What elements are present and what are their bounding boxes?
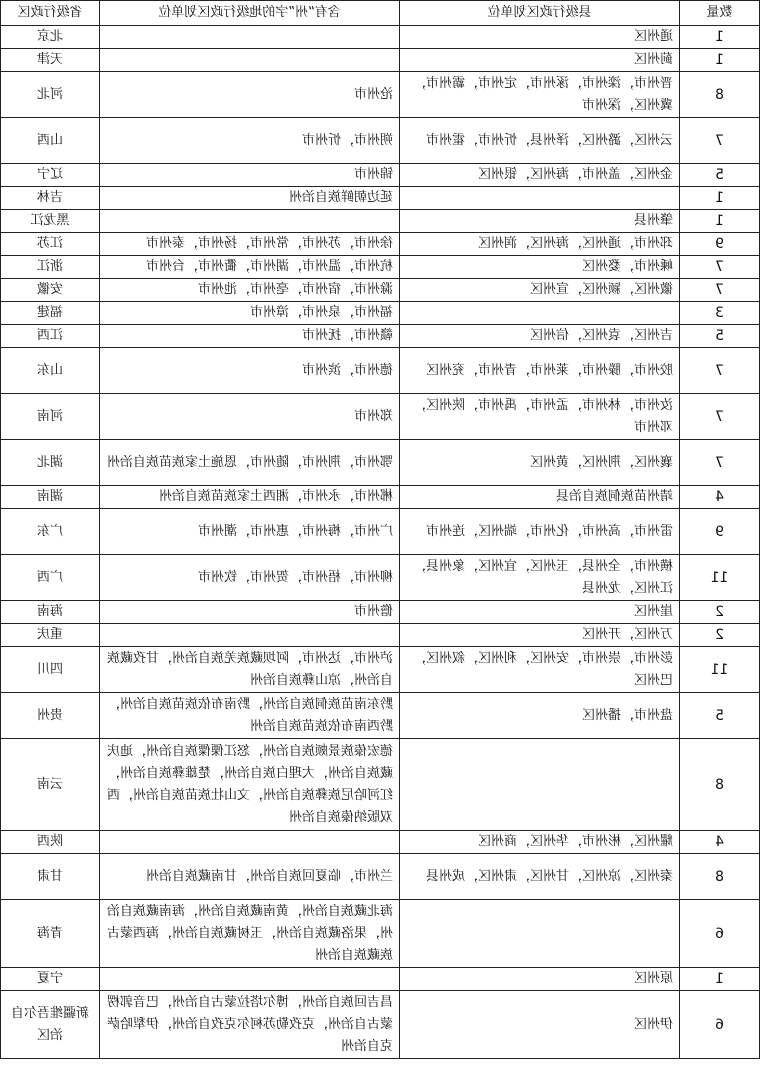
cell-province: 北京 — [1, 26, 100, 49]
table-row — [1, 440, 760, 486]
cell-count: 6 — [680, 900, 760, 968]
cell-province: 黑龙江 — [1, 210, 100, 233]
table-row — [1, 854, 760, 900]
cell-county: 嵊州市，婺州区 — [400, 256, 680, 279]
cell-county: 晋州市，滦州市，涿州市，定州市，霸州市，冀州区，深州市 — [400, 72, 680, 118]
cell-province: 辽宁 — [1, 164, 100, 187]
cell-city: 德州市，滨州市 — [100, 348, 400, 394]
cell-county — [400, 900, 680, 968]
cell-province: 广西 — [1, 555, 100, 601]
cell-county — [400, 739, 680, 831]
cell-province: 河北 — [1, 72, 100, 118]
cell-count: 4 — [680, 831, 760, 854]
cell-province: 湖北 — [1, 440, 100, 486]
cell-count: 7 — [680, 279, 760, 302]
cell-city: 朔州市，忻州市 — [100, 118, 400, 164]
cell-province: 四川 — [1, 647, 100, 693]
cell-count: 2 — [680, 601, 760, 624]
cell-city — [100, 49, 400, 72]
cell-county — [400, 187, 680, 210]
cell-city: 儋州市 — [100, 601, 400, 624]
table-row — [1, 49, 760, 72]
header-province: 省级行政区 — [1, 1, 100, 26]
cell-count: 1 — [680, 187, 760, 210]
cell-count: 8 — [680, 72, 760, 118]
cell-province: 山东 — [1, 348, 100, 394]
cell-county: 汝州市，林州市，孟州市，禹州市，陕州区，邓州市 — [400, 394, 680, 440]
cell-count: 1 — [680, 26, 760, 49]
cell-county: 云州区，潞州区，泽州县，忻州市，霍州市 — [400, 118, 680, 164]
table-row — [1, 26, 760, 49]
cell-province: 天津 — [1, 49, 100, 72]
table-row — [1, 164, 760, 187]
cell-province: 云南 — [1, 739, 100, 831]
table-row — [1, 302, 760, 325]
table-row — [1, 509, 760, 555]
cell-county: 靖州苗族侗族自治县 — [400, 486, 680, 509]
table-row — [1, 693, 760, 739]
cell-province: 陕西 — [1, 831, 100, 854]
header-city: 含有“州”字的地级行政区划单位 — [100, 1, 400, 26]
cell-city: 德宏傣族景颇族自治州，怒江傈僳族自治州，迪庆藏族自治州，大理白族自治州，楚雄彝族自治州，红河哈尼族彝族自治州，文山壮族苗族自治州，西双版纳傣族自治州 — [100, 739, 400, 831]
cell-county: 邳州市，通州区，海州区，润州区 — [400, 233, 680, 256]
cell-province: 湖南 — [1, 486, 100, 509]
cell-city: 福州市，泉州市，漳州市 — [100, 302, 400, 325]
cell-county: 彭州市，崇州市，安州区，利州区，叙州区，巴州区 — [400, 647, 680, 693]
cell-count: 7 — [680, 440, 760, 486]
cell-county: 吉州区，袁州区，信州区 — [400, 325, 680, 348]
table-row — [1, 233, 760, 256]
table-row — [1, 210, 760, 233]
cell-count: 2 — [680, 624, 760, 647]
cell-count: 7 — [680, 256, 760, 279]
cell-count: 9 — [680, 509, 760, 555]
cell-province: 新疆维吾尔自治区 — [1, 991, 100, 1059]
cell-count: 4 — [680, 486, 760, 509]
cell-province: 江西 — [1, 325, 100, 348]
cell-city — [100, 210, 400, 233]
header-county: 县级行政区划单位 — [400, 1, 680, 26]
table-row — [1, 647, 760, 693]
table-row — [1, 256, 760, 279]
cell-county: 胶州市，滕州市，莱州市，青州市，兖州区 — [400, 348, 680, 394]
cell-city: 泸州市，达州市，阿坝藏族羌族自治州，甘孜藏族自治州，凉山彝族自治州 — [100, 647, 400, 693]
cell-province: 浙江 — [1, 256, 100, 279]
table-row — [1, 900, 760, 968]
cell-count: 6 — [680, 991, 760, 1059]
cell-count: 8 — [680, 739, 760, 831]
header-row — [1, 1, 760, 26]
table-row — [1, 348, 760, 394]
cell-province: 青海 — [1, 900, 100, 968]
cell-county: 秦州区，凉州区，甘州区，肃州区，成州县 — [400, 854, 680, 900]
cell-count: 1 — [680, 210, 760, 233]
cell-city: 兰州市，临夏回族自治州，甘南藏族自治州 — [100, 854, 400, 900]
cell-city: 沧州市 — [100, 72, 400, 118]
cell-county: 伊州区 — [400, 991, 680, 1059]
cell-count: 7 — [680, 118, 760, 164]
table-row — [1, 555, 760, 601]
cell-county — [400, 302, 680, 325]
cell-city: 锦州市 — [100, 164, 400, 187]
cell-count: 1 — [680, 49, 760, 72]
table-body — [1, 1, 760, 1059]
table-row — [1, 991, 760, 1059]
cell-county: 万州区，开州区 — [400, 624, 680, 647]
cell-county: 盘州市，播州区 — [400, 693, 680, 739]
cell-county: 蓟州区 — [400, 49, 680, 72]
cell-county: 雷州市，高州市，化州市，端州区，连州市 — [400, 509, 680, 555]
cell-county: 通州区 — [400, 26, 680, 49]
table-row — [1, 118, 760, 164]
cell-county: 肇州县 — [400, 210, 680, 233]
cell-count: 5 — [680, 164, 760, 187]
cell-city: 海北藏族自治州，黄南藏族自治州，海南藏族自治州，果洛藏族自治州，玉树藏族自治州，海西蒙古族藏族自治州 — [100, 900, 400, 968]
cell-city: 郑州市 — [100, 394, 400, 440]
cell-city — [100, 831, 400, 854]
cell-county: 金州区，盖州市，海州区，银州区 — [400, 164, 680, 187]
table-row — [1, 968, 760, 991]
cell-count: 7 — [680, 394, 760, 440]
cell-city: 滁州市，宿州市，亳州市，池州市 — [100, 279, 400, 302]
cell-city: 昌吉回族自治州，博尔塔拉蒙古自治州，巴音郭楞蒙古自治州，克孜勒苏柯尔克孜自治州，伊犁哈萨克自治州 — [100, 991, 400, 1059]
cell-province: 山西 — [1, 118, 100, 164]
cell-county: 横州市，全州县，玉州区，宜州区，象州县，江州区，龙州县 — [400, 555, 680, 601]
cell-province: 广东 — [1, 509, 100, 555]
cell-province: 江苏 — [1, 233, 100, 256]
cell-city — [100, 968, 400, 991]
table-row — [1, 325, 760, 348]
cell-count: 3 — [680, 302, 760, 325]
table-row — [1, 739, 760, 831]
cell-count: 9 — [680, 233, 760, 256]
table-row — [1, 601, 760, 624]
cell-county: 徽州区，颍州区，宣州区 — [400, 279, 680, 302]
cell-province: 贵州 — [1, 693, 100, 739]
table-row — [1, 486, 760, 509]
header-count: 数量 — [680, 1, 760, 26]
cell-province: 安徽 — [1, 279, 100, 302]
cell-county: 崖州区 — [400, 601, 680, 624]
cell-county: 耀州区，彬州市，华州区，商州区 — [400, 831, 680, 854]
table-row — [1, 394, 760, 440]
cell-city: 鄂州市，荆州市，随州市，恩施土家族苗族自治州 — [100, 440, 400, 486]
cell-city: 赣州市，抚州市 — [100, 325, 400, 348]
cell-county: 襄州区，荆州区，黄州区 — [400, 440, 680, 486]
cell-city: 广州市，梅州市，惠州市，潮州市 — [100, 509, 400, 555]
cell-city: 延边朝鲜族自治州 — [100, 187, 400, 210]
table-row — [1, 72, 760, 118]
cell-province: 宁夏 — [1, 968, 100, 991]
cell-province: 福建 — [1, 302, 100, 325]
cell-city: 柳州市，梧州市，贺州市，钦州市 — [100, 555, 400, 601]
table-row — [1, 624, 760, 647]
cell-province: 甘肃 — [1, 854, 100, 900]
table-row — [1, 187, 760, 210]
table-row — [1, 831, 760, 854]
cell-city — [100, 26, 400, 49]
cell-province: 吉林 — [1, 187, 100, 210]
cell-province: 河南 — [1, 394, 100, 440]
table-row — [1, 279, 760, 302]
cell-count: 11 — [680, 647, 760, 693]
cell-county: 原州区 — [400, 968, 680, 991]
cell-city: 黔东南苗族侗族自治州，黔南布依族苗族自治州，黔西南布依族苗族自治州 — [100, 693, 400, 739]
cell-count: 5 — [680, 693, 760, 739]
cell-count: 1 — [680, 968, 760, 991]
cell-city: 郴州市，永州市，湘西土家族苗族自治州 — [100, 486, 400, 509]
cell-count: 8 — [680, 854, 760, 900]
cell-city — [100, 624, 400, 647]
cell-province: 重庆 — [1, 624, 100, 647]
cell-count: 11 — [680, 555, 760, 601]
cell-province: 海南 — [1, 601, 100, 624]
cell-count: 7 — [680, 348, 760, 394]
cell-city: 徐州市，苏州市，常州市，扬州市，泰州市 — [100, 233, 400, 256]
cell-city: 杭州市，温州市，湖州市，衢州市，台州市 — [100, 256, 400, 279]
cell-count: 5 — [680, 325, 760, 348]
